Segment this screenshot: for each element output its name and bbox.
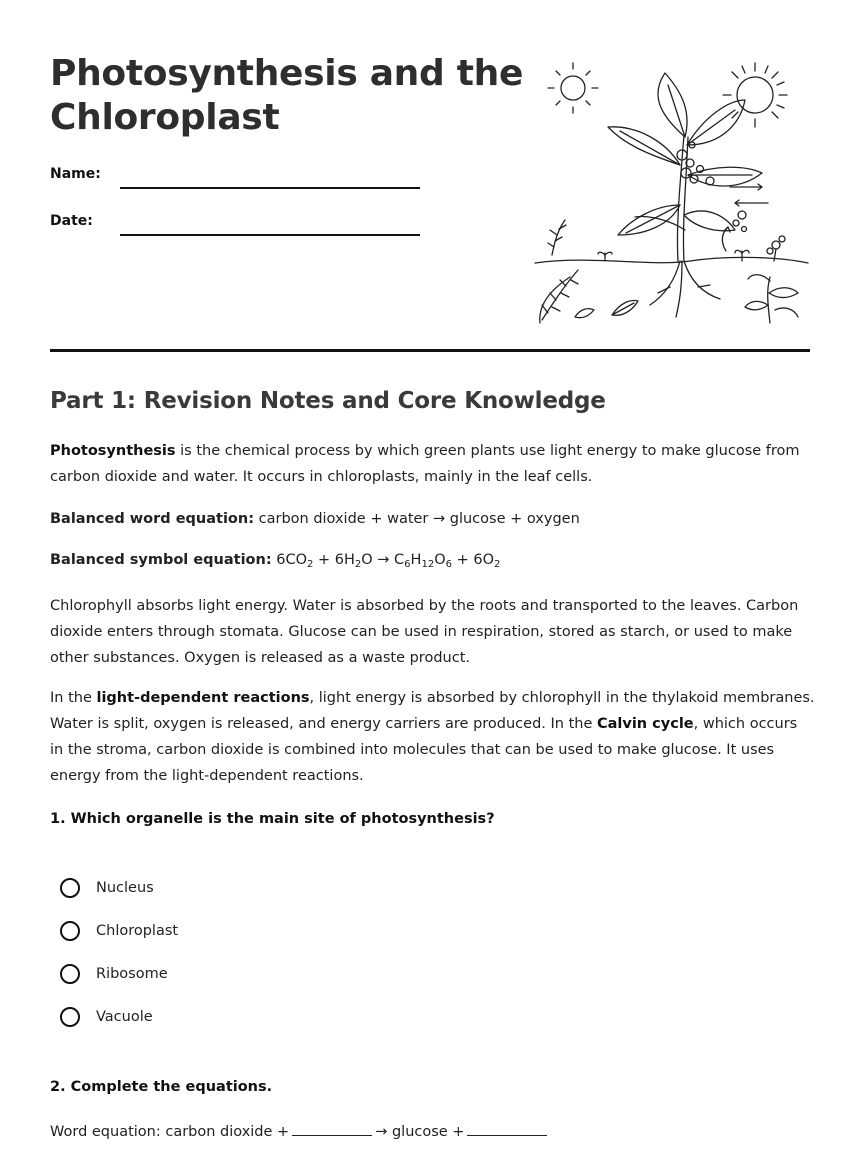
term-light-dependent: light-dependent reactions bbox=[96, 690, 310, 706]
option-vacuole[interactable] bbox=[60, 1005, 153, 1029]
word-equation-label: Balanced word equation: bbox=[50, 511, 255, 527]
radio-button[interactable] bbox=[60, 921, 80, 941]
plant-roots bbox=[650, 261, 720, 317]
fill-in-text-a: Word equation: carbon dioxide + bbox=[50, 1124, 290, 1140]
radio-button[interactable] bbox=[60, 1007, 80, 1027]
name-label: Name: bbox=[50, 166, 101, 182]
question-2: 2. Complete the equations. bbox=[50, 1079, 273, 1095]
intro-paragraph bbox=[50, 438, 815, 490]
ground-line bbox=[535, 257, 808, 263]
small-leaf-icon bbox=[575, 301, 638, 318]
option-ribosome[interactable] bbox=[60, 962, 168, 986]
title-line-1: Photosynthesis and the bbox=[50, 53, 524, 94]
large-sun-icon bbox=[723, 63, 787, 127]
reactions-text-c: , which occurs in the stroma, carbon dioxide is combined into molecules that can be used to make glucose. It uses energy from the light-dependent reactions. bbox=[50, 716, 798, 784]
symbol-equation-formula: $6CO_2 + 6H_2O \to C_6H_{12}O_6 + 6O_2$ bbox=[276, 552, 501, 570]
header-divider bbox=[50, 349, 810, 352]
small-sun-icon bbox=[548, 63, 598, 113]
flower-right-icon bbox=[767, 236, 785, 261]
blank-reactant[interactable] bbox=[292, 1121, 372, 1136]
radio-button[interactable] bbox=[60, 964, 80, 984]
reactions-text-a: In the bbox=[50, 690, 97, 706]
page-title bbox=[50, 52, 523, 140]
option-label: Chloroplast bbox=[96, 923, 179, 939]
chlorophyll-paragraph: Chlorophyll absorbs light energy. Water is absorbed by the roots and transported to the leaves. Carbon dioxide enters through stomata. Glucose can be used in respiration, stored as starch, or used to make other substances. Oxygen is released as a waste product. bbox=[50, 598, 799, 666]
name-field-line[interactable] bbox=[120, 187, 420, 189]
reactions-paragraph bbox=[50, 685, 815, 789]
fill-in-text-b: → glucose + bbox=[375, 1124, 465, 1140]
date-label: Date: bbox=[50, 213, 93, 229]
radio-button[interactable] bbox=[60, 878, 80, 898]
option-nucleus[interactable] bbox=[60, 876, 154, 900]
fern-left-icon bbox=[548, 220, 566, 255]
question-1: 1. Which organelle is the main site of photosynthesis? bbox=[50, 811, 495, 827]
plant-leaves bbox=[608, 73, 762, 235]
term-photosynthesis: Photosynthesis bbox=[50, 443, 176, 459]
plant-illustration bbox=[530, 55, 815, 330]
option-label: Nucleus bbox=[96, 880, 154, 896]
word-equation-text: carbon dioxide + water → glucose + oxygen bbox=[254, 511, 580, 527]
word-equation-fill-in bbox=[50, 1121, 550, 1140]
option-chloroplast[interactable] bbox=[60, 919, 178, 943]
option-label: Ribosome bbox=[96, 966, 168, 982]
title-line-2: Chloroplast bbox=[50, 97, 280, 138]
blank-product[interactable] bbox=[467, 1121, 547, 1136]
term-calvin-cycle: Calvin cycle bbox=[596, 716, 694, 732]
date-field-line[interactable] bbox=[120, 234, 420, 236]
word-equation bbox=[50, 506, 580, 532]
plant-bottom-right-icon bbox=[745, 275, 798, 323]
symbol-equation bbox=[50, 547, 500, 578]
fern-bottom-left-icon bbox=[540, 270, 578, 323]
reactions-text-b: , light energy is absorbed by chlorophyll in the thylakoid membranes. Water is split, oxygen is released, and energy carriers are produced. In the bbox=[50, 690, 815, 732]
option-label: Vacuole bbox=[96, 1009, 153, 1025]
symbol-equation-label: Balanced symbol equation: bbox=[50, 552, 272, 568]
intro-text: is the chemical process by which green plants use light energy to make glucose from carbon dioxide and water. It occurs in chloroplasts, mainly in the leaf cells. bbox=[50, 443, 800, 485]
sprout-icon bbox=[598, 250, 749, 261]
section-title-part1: Part 1: Revision Notes and Core Knowledge bbox=[50, 388, 606, 414]
